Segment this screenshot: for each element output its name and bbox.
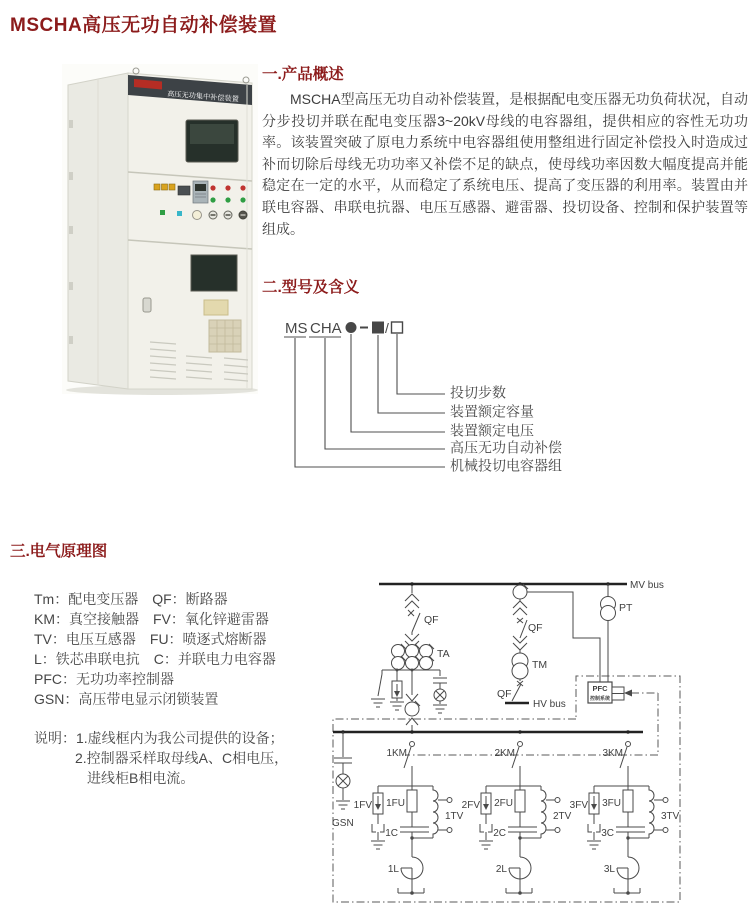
pfc-controller [588,682,624,703]
cabinet-banner-text: 高压无功集中补偿装置 [166,89,240,104]
indicator-red [240,185,245,190]
pfc-sub-label: 控制系统 [589,696,611,702]
indicator-green [240,197,245,202]
model-heading: 二.型号及含义 [262,279,360,296]
fv-label: 3FV [569,800,588,811]
model-dot-symbol [346,322,357,333]
tv-label: 3TV [661,811,680,822]
indicator-green [210,197,215,202]
qf-label-feeder: QF [424,614,439,626]
model-open-square-symbol [392,322,403,333]
tm-label: TM [532,659,548,671]
tv-label: 1TV [445,811,464,822]
pfc-label: PFC [592,684,608,693]
schematic-notes [34,728,288,788]
ta-current-transformers [392,644,435,670]
model-label-hv-compensation: 高压无功自动补偿 [450,439,562,456]
transformer-feeder [505,582,600,703]
model-designation-diagram [270,312,590,477]
gsn-branch [334,730,352,809]
indicator-green [225,197,230,202]
overview-body: MSCHA型高压无功自动补偿装置，是根据配电变压器无功负荷状况，自动分步投切并联在配电变压器3~20kV母线的电容器组，提供相应的容性无功功率。该装置突破了原电力系统中电容器组使用整组进行固定补偿投入时造成过补而切除后母线无功功率又补偿不足的缺点，使母线功率因数大幅度提高并能稳定在一定的水平，从而稳定了系统电压、提高了变压器的利用率。装置由并联电容器、串联电抗器、电压互感器、避雷器、投切设备、控制和保护装置等组成。 [262,91,748,237]
cable-termination [405,702,419,716]
note-line: 2.控制器采样取母线A、C相电压， [75,750,289,766]
qf-label-transformer: QF [528,622,543,634]
pt-branch [601,582,616,682]
qf-label-hv: QF [497,688,512,700]
door-handle [143,298,151,312]
model-callout-lines [284,334,445,467]
pt-winding [601,606,616,621]
model-label-steps: 投切步数 [450,384,506,401]
ta-label: TA [437,648,450,660]
km-label: 1KM [386,748,407,759]
hv-bus-label: HV bus [533,699,566,710]
cabinet-photo [60,62,260,397]
incoming-feeder [371,582,447,732]
tm-transformer [512,663,528,679]
legend-line: TV：电压互感器 FU：喷逐式熔断器 [34,631,267,647]
fu-label: 1FU [386,798,405,809]
pt-label: PT [619,602,633,614]
c-label: 1C [385,828,398,839]
km-label: 3KM [602,748,623,759]
pfc-control-link [405,693,658,755]
note-line: 进线柜B相电流。 [87,770,195,786]
l-label: 3L [603,864,615,875]
page-title: MSCHA高压无功自动补偿装置 [10,15,278,36]
lower-screen [191,255,237,291]
push-button [193,211,202,220]
control-arrowhead [624,690,632,697]
legend-line: KM：真空接触器 FV：氧化锌避雷器 [34,611,269,627]
mv-bus-label: MV bus [630,580,664,591]
schematic-heading: 三.电气原理图 [10,543,108,560]
overview-heading: 一.产品概述 [262,66,344,83]
fu-label: 2FU [494,798,513,809]
legend-line: L：铁芯串联电抗 C：并联电力电容器 [34,651,276,667]
model-slash: / [385,320,389,336]
fv-label: 1FV [353,800,372,811]
electrical-schematic [325,570,695,910]
nameplate [204,300,228,315]
c-label: 2C [493,828,506,839]
legend-line: GSN：高压带电显示闭锁装置 [34,691,219,707]
schematic-legend [34,589,276,709]
km-label: 2KM [494,748,515,759]
upper-screen-glare [190,124,234,144]
model-label-rated-capacity: 装置额定容量 [450,403,534,420]
model-prefix: MS [285,320,308,337]
model-series: CHA [310,320,342,337]
model-label-mechanical-switching: 机械投切电容器组 [450,457,562,474]
l-label: 2L [495,864,507,875]
l-label: 1L [387,864,399,875]
c-label: 3C [601,828,614,839]
note-line: 说明：1.虚线框内为我公司提供的设备； [34,730,284,746]
legend-line: PFC：无功功率控制器 [34,671,174,687]
model-labels [450,385,562,474]
fu-label: 3FU [602,798,621,809]
fv-label: 2FV [461,800,480,811]
cabinet-drawing [62,64,258,395]
tv-label: 2TV [553,811,572,822]
gsn-label: GSN [332,818,354,829]
bus-ct [513,585,527,599]
model-filled-square-symbol [372,322,384,334]
indicator-red [210,185,215,190]
legend-line: Tm：配电变压器 QF：断路器 [34,591,228,607]
indicator-red [225,185,230,190]
model-label-rated-voltage: 装置额定电压 [450,422,534,439]
